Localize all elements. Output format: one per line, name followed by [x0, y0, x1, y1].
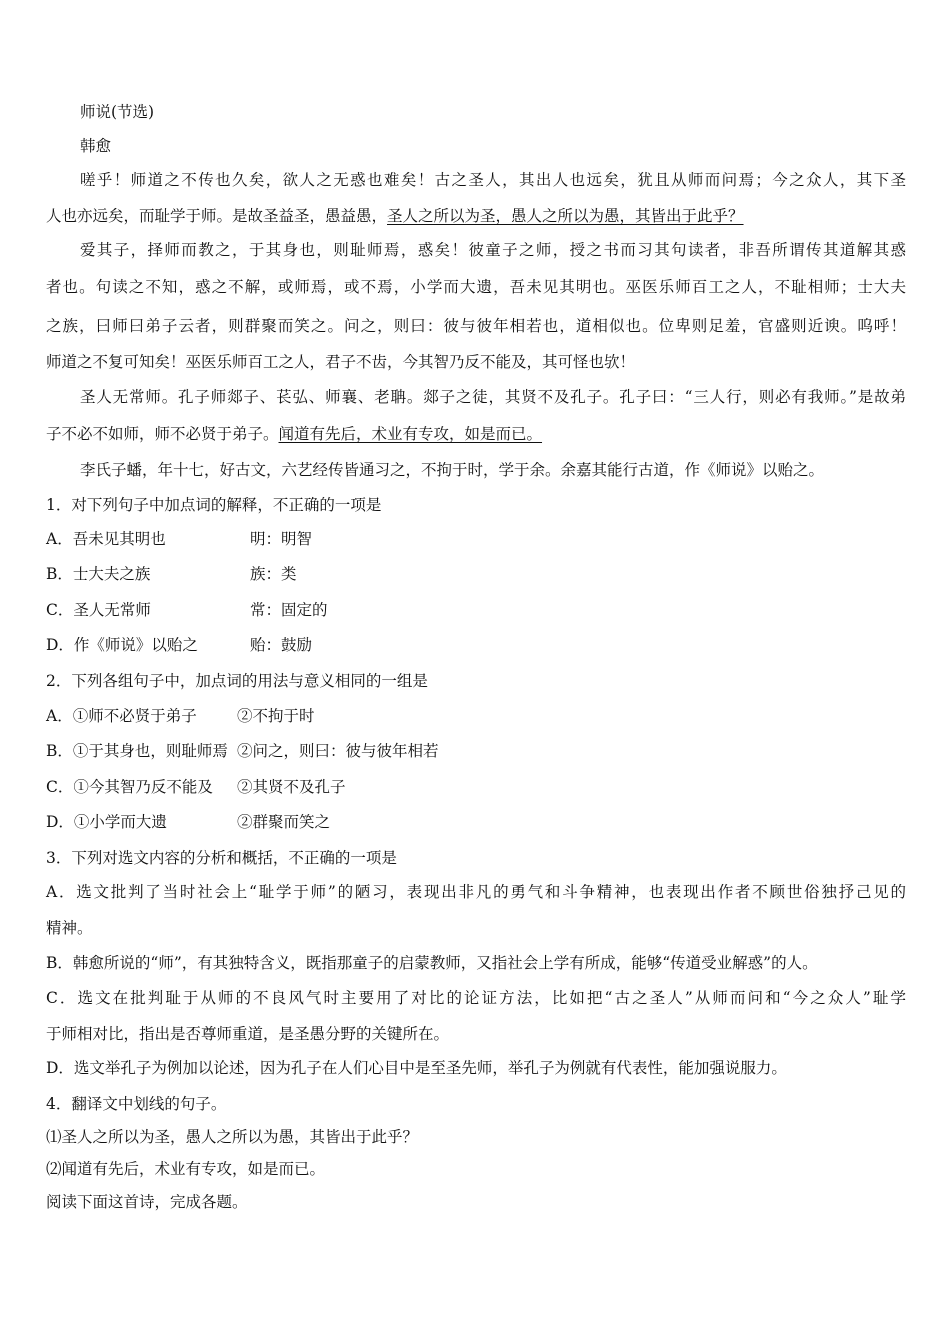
passage-p2-line4: 师道之不复可知矣！巫医乐师百工之人，君子不齿，今其智乃反不能及，其可怪也欤！: [46, 353, 636, 371]
q3-option-d: D．选文举孔子为例加以论述，因为孔子在人们心目中是至圣先师，举孔子为例就有代表性，能加强说服力。: [46, 1059, 787, 1077]
passage-p1-line2: [46, 206, 906, 226]
q1-stem: 1．对下列句子中加点词的解释，不正确的一项是: [46, 496, 382, 514]
q2-option-c-second: ②其贤不及孔子: [237, 778, 346, 796]
q3-option-a-line1: A．选文批判了当时社会上“耻学于师”的陋习，表现出非凡的勇气和斗争精神，也表现出作者不顾世俗独抒己见的: [46, 883, 906, 901]
q1-option-b: [46, 564, 906, 584]
passage-p1-line1: 嗟乎！师道之不传也久矣，欲人之无惑也难矣！古之圣人，其出人也远矣，犹且从师而问焉；今之众人，其下圣: [80, 171, 906, 189]
next-section-instruction: 阅读下面这首诗，完成各题。: [46, 1193, 248, 1211]
q2-option-b-second: ②问之，则曰：彼与彼年相若: [237, 742, 439, 760]
passage-p2-line2: 者也。句读之不知，惑之不解，或师焉，或不焉，小学而大遗，吾未见其明也。巫医乐师百工之人，不耻相师；士大夫: [46, 278, 906, 296]
q4-sentence-2: ⑵闻道有先后，术业有专攻，如是而已。: [46, 1160, 326, 1178]
q2-option-d-second: ②群聚而笑之: [237, 813, 331, 831]
passage-p4: 李氏子蟠，年十七，好古文，六艺经传皆通习之，不拘于时，学于余。余嘉其能行古道，作《师说》以贻之。: [80, 461, 825, 479]
q2-option-a-second: ②不拘于时: [237, 707, 315, 725]
q2-option-d: [46, 812, 906, 832]
q1-option-a-sentence: A．吾未见其明也: [46, 530, 166, 548]
q3-option-a-line2: 精神。: [46, 919, 93, 937]
q3-option-b: B．韩愈所说的“师”，有其独特含义，既指那童子的启蒙教师，又指社会上学有所成，能够“传道受业解惑”的人。: [46, 954, 818, 972]
q1-option-b-gloss: 族：类: [250, 565, 297, 583]
passage-p2-line3: 之族，曰师曰弟子云者，则群聚而笑之。问之，则曰：彼与彼年相若也，道相似也。位卑则足羞，官盛则近谀。呜呼！: [46, 317, 906, 335]
q1-option-c-sentence: C．圣人无常师: [46, 601, 151, 619]
q2-option-a: [46, 706, 906, 726]
passage-p1-line2-text: 人也亦远矣，而耻学于师。是故圣益圣，愚益愚，: [46, 207, 388, 225]
passage-title: 师说(节选): [80, 103, 155, 121]
q1-option-b-sentence: B．士大夫之族: [46, 565, 151, 583]
q2-stem: 2．下列各组句子中，加点词的用法与意义相同的一组是: [46, 672, 428, 690]
q1-option-a: [46, 529, 906, 549]
underlined-sentence-1: 圣人之所以为圣，愚人之所以为愚，其皆出于此乎？: [387, 207, 744, 225]
q2-option-b: [46, 741, 906, 761]
q2-option-c-first: C．①今其智乃反不能及: [46, 778, 213, 796]
passage-p3-line2: [46, 424, 906, 444]
q4-sentence-1: ⑴圣人之所以为圣，愚人之所以为愚，其皆出于此乎？: [46, 1128, 419, 1146]
q4-stem: 4．翻译文中划线的句子。: [46, 1095, 227, 1113]
q3-option-c-line2: 于师相对比，指出是否尊师重道，是圣愚分野的关键所在。: [46, 1025, 450, 1043]
q2-option-b-first: B．①于其身也，则耻师焉: [46, 742, 228, 760]
passage-p3-line2-text: 子不必不如师，师不必贤于弟子。: [46, 425, 279, 443]
q2-option-a-first: A．①师不必贤于弟子: [46, 707, 197, 725]
passage-p2-line1: 爱其子，择师而教之，于其身也，则耻师焉，惑矣！彼童子之师，授之书而习其句读者，非吾所谓传其道解其惑: [80, 241, 906, 259]
passage-p3-line1: 圣人无常师。孔子师郯子、苌弘、师襄、老聃。郯子之徒，其贤不及孔子。孔子曰：“三人行，则必有我师。”是故弟: [80, 388, 906, 406]
passage-author: 韩愈: [80, 137, 112, 155]
q1-option-c: [46, 600, 906, 620]
q1-option-c-gloss: 常：固定的: [250, 601, 328, 619]
underlined-sentence-2: 闻道有先后，术业有专攻，如是而已。: [278, 425, 543, 443]
q1-option-d-gloss: 贻：鼓励: [250, 636, 313, 654]
q2-option-c: [46, 777, 906, 797]
q3-stem: 3．下列对选文内容的分析和概括，不正确的一项是: [46, 849, 397, 867]
q1-option-d-sentence: D．作《师说》以贻之: [46, 636, 198, 654]
q3-option-c-line1: C．选文在批判耻于从师的不良风气时主要用了对比的论证方法，比如把“古之圣人”从师而问和“今之众人”耻学: [46, 989, 906, 1007]
q1-option-a-gloss: 明：明智: [250, 530, 313, 548]
q1-option-d: [46, 635, 906, 655]
q2-option-d-first: D．①小学而大遗: [46, 813, 167, 831]
